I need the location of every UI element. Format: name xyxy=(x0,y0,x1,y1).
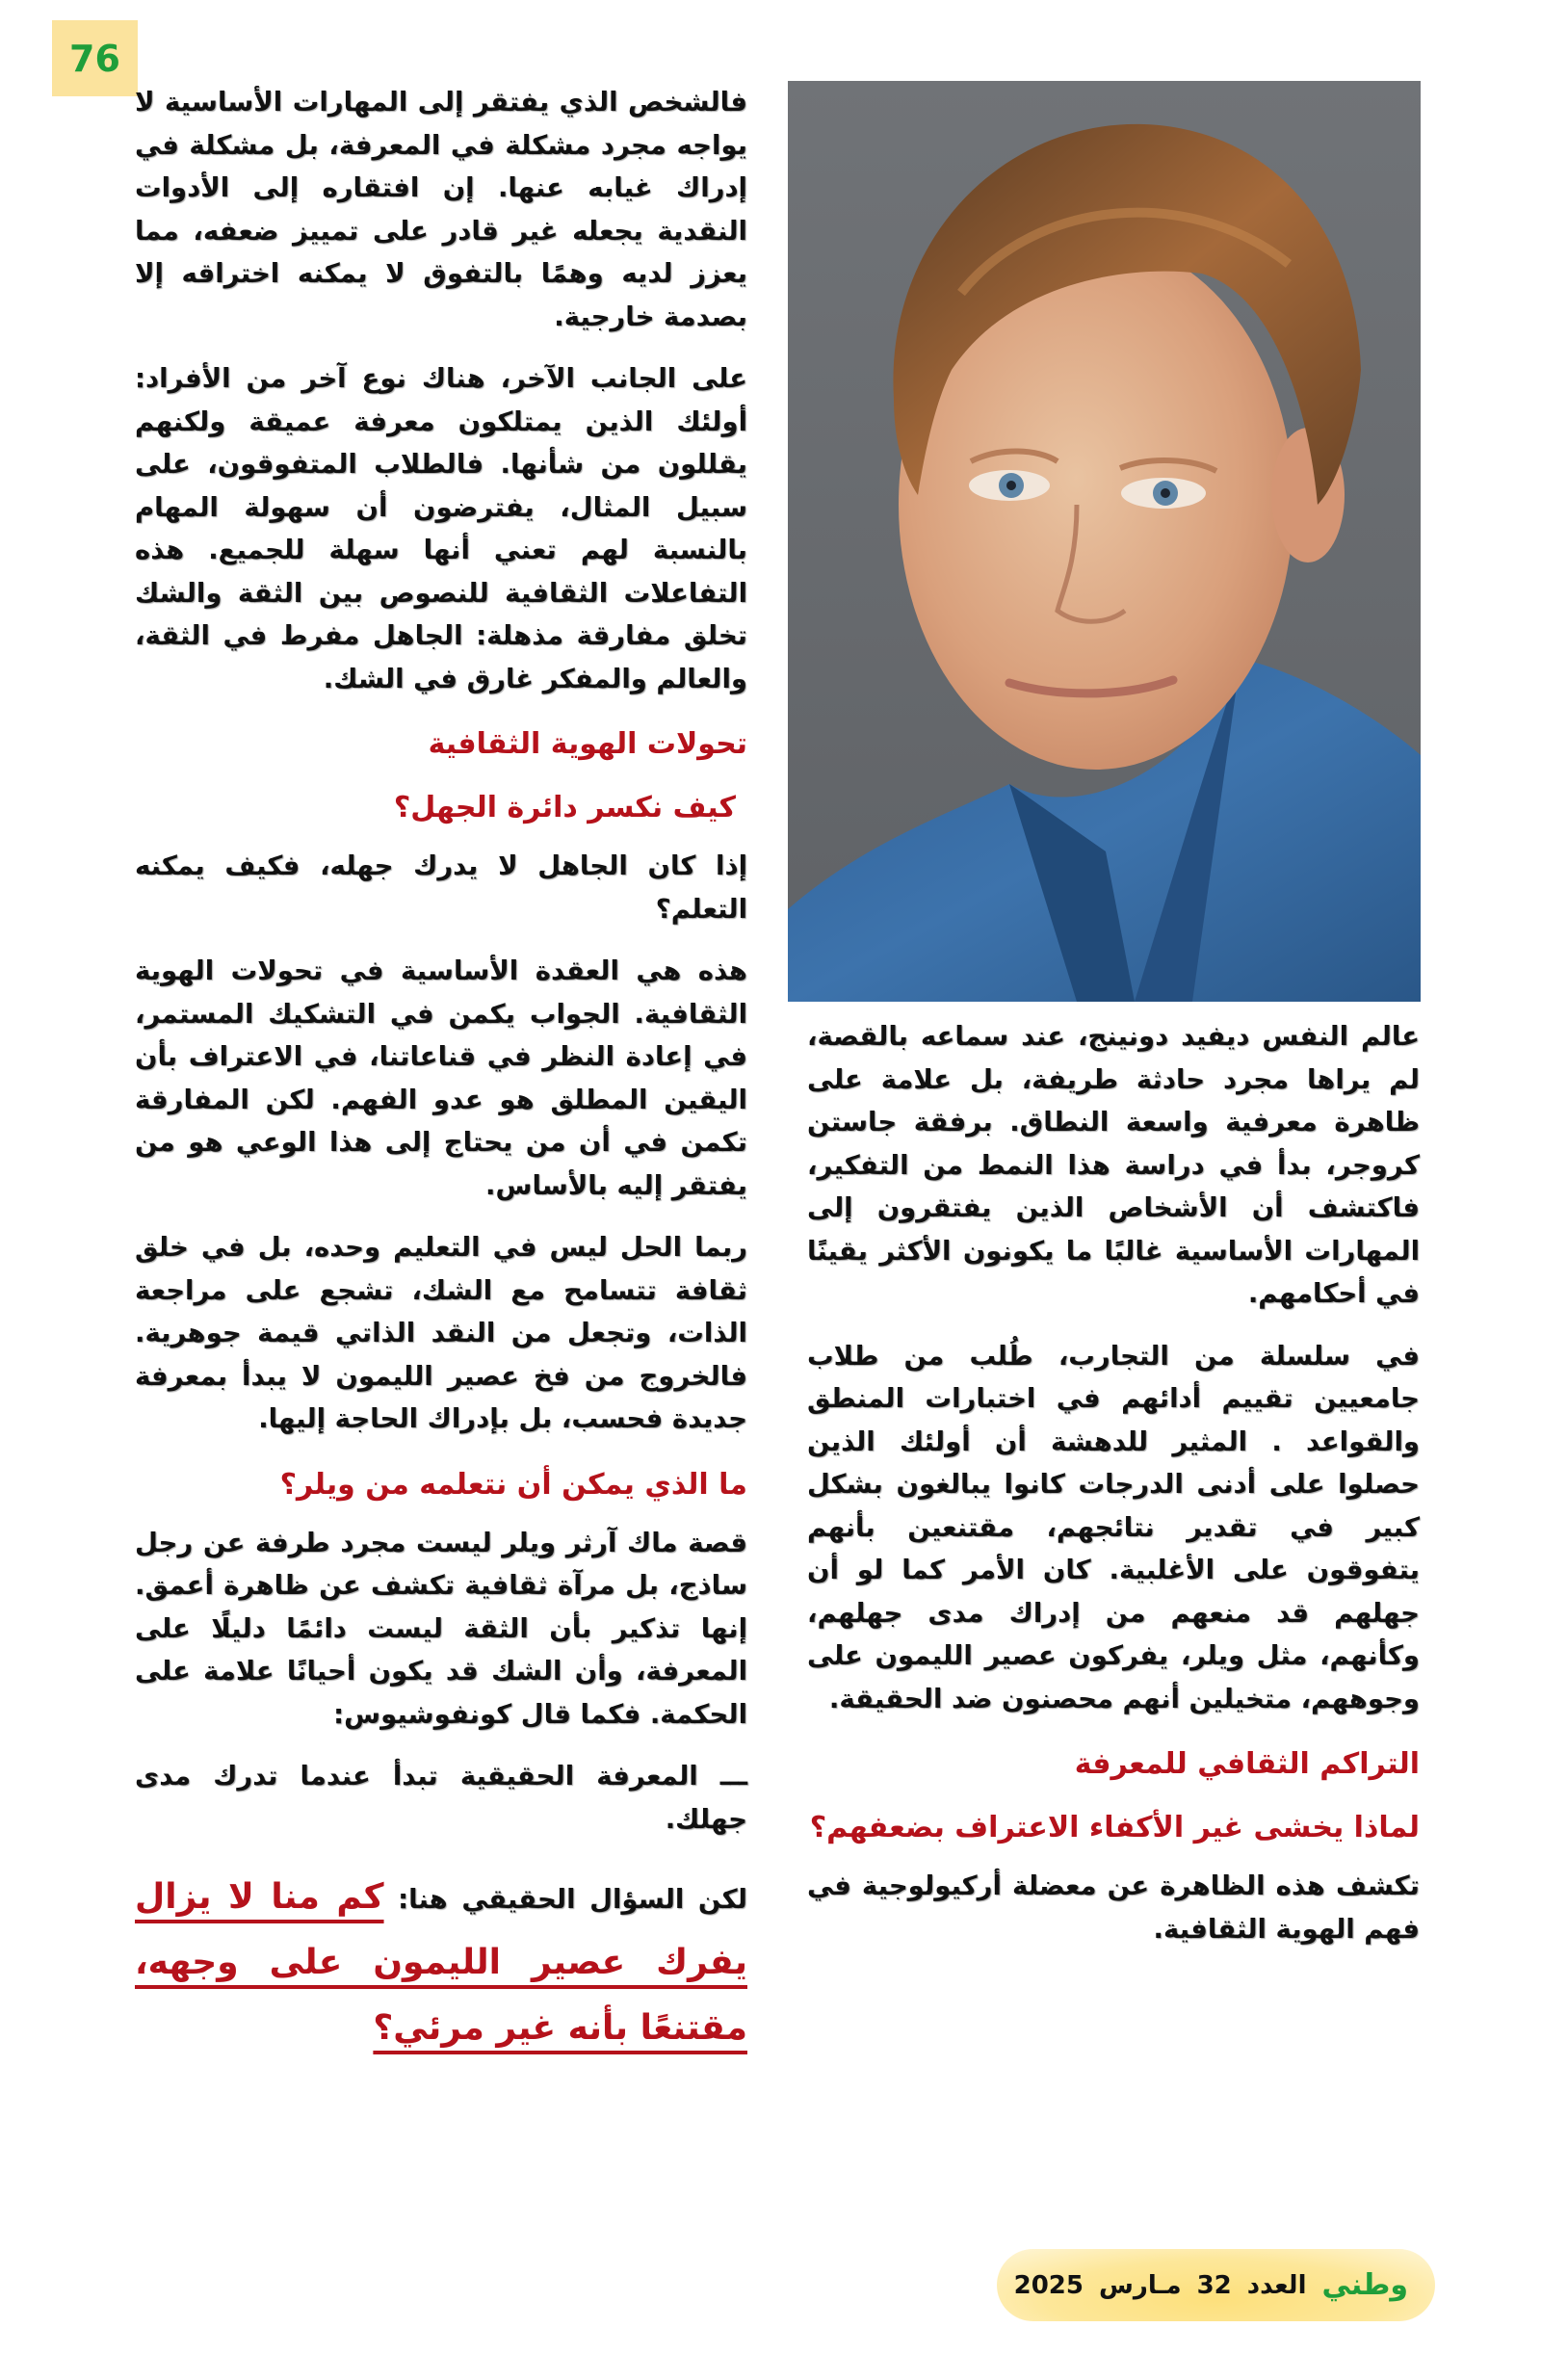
paragraph: إذا كان الجاهل لا يدرك جهله، فكيف يمكنه التعلم؟ xyxy=(135,850,747,925)
paragraph: فالشخص الذي يفتقر إلى المهارات الأساسية لا يواجه مجرد مشكلة في المعرفة، بل مشكلة في إدراك غيابه عنها. إن افتقاره إلى الأدوات النقدية يجعله غير قادر على تمييز ضعفه، مما يعزز لديه وهمًا بالتفوق لا يمكنه اختراقه إلا بصدمة خارجية. xyxy=(135,87,747,332)
paragraph: ربما الحل ليس في التعليم وحده، بل في خلق ثقافة تتسامح مع الشك، تشجع على مراجعة الذات، وتجعل من النقد الذاتي قيمة جوهرية. فالخروج من فخ عصير الليمون لا يبدأ بمعرفة جديدة فحسب، بل بإدراك الحاجة إليها. xyxy=(135,1232,747,1434)
paragraph: تكشف هذه الظاهرة عن معضلة أركيولوجية في فهم الهوية الثقافية. xyxy=(807,1870,1420,1945)
page-number: 76 xyxy=(69,37,120,80)
issue-year: 2025 xyxy=(1013,2270,1084,2300)
section-subheading: لماذا يخشى غير الأكفاء الاعتراف بضعفهم؟ xyxy=(809,1811,1420,1844)
section-subheading: كيف نكسر دائرة الجهل؟ xyxy=(393,791,736,824)
paragraph: على الجانب الآخر، هناك نوع آخر من الأفراد: أولئك الذين يمتلكون معرفة عميقة ولكنهم يقللون من شأنها. فالطلاب المتفوقون، على سبيل المثال، يفترضون أن سهولة المهام بالنسبة لهم تعني أنها سهلة للجميع. هذه التفاعلات الثقافية للنصوص بين الثقة والشك تخلق مفارقة مذهلة: الجاهل مفرط في الثقة، والعالم والمفكر غارق في الشك. xyxy=(135,363,747,694)
closing-question-highlight: كم منا لا يزال يفرك عصير الليمون على وجهه، مقتنعًا بأنه غير مرئي؟ xyxy=(135,1877,747,2048)
issue-month: مـارس xyxy=(1098,2270,1182,2300)
closing-question-lead: لكن السؤال الحقيقي هنا: xyxy=(383,1884,747,1915)
paragraph: في سلسلة من التجارب، طُلب من طلاب جامعيين تقييم أدائهم في اختبارات المنطق والقواعد . المثير للدهشة أن أولئك الذين حصلوا على أدنى الدرجات كانوا يبالغون بشكل كبير في تقدير نتائجهم، مقتنعين بأنهم يتفوقون على الأغلبية. كان الأمر كما لو أن جهلهم قد منعهم من إدراك مدى جهلهم، وكأنهم، مثل ويلر، يفركون عصير الليمون على وجوههم، متخيلين أنهم محصنون ضد الحقيقة. xyxy=(807,1340,1420,1714)
portrait-illustration xyxy=(788,81,1421,1002)
portrait-photo xyxy=(788,81,1421,1002)
magazine-footer xyxy=(997,2249,1435,2321)
magazine-brand: وطني xyxy=(1321,2268,1408,2302)
issue-number: 32 xyxy=(1196,2270,1232,2300)
paragraph: قصة ماك آرثر ويلر ليست مجرد طرفة عن رجل ساذج، بل مرآة ثقافية تكشف عن ظاهرة أعمق. إنها تذكير بأن الثقة ليست دائمًا دليلًا على المعرفة، وأن الشك قد يكون أحيانًا علامة على الحكمة. فكما قال كونفوشيوس: xyxy=(135,1527,747,1730)
left-column xyxy=(135,81,747,2081)
issue-label: العدد xyxy=(1246,2270,1307,2300)
paragraph: عالم النفس ديفيد دونينج، عند سماعه بالقصة، لم يراها مجرد حادثة طريفة، بل علامة على ظاهرة معرفية واسعة النطاق. برفقة جاستن كروجر، بدأ في دراسة هذا النمط من التفكير، فاكتشف أن الأشخاص الذين يفتقرون إلى المهارات الأساسية غالبًا ما يكونون الأكثر يقينًا في أحكامهم. xyxy=(807,1021,1420,1309)
quote: ـــ المعرفة الحقيقية تبدأ عندما تدرك مدى جهلك. xyxy=(135,1761,747,1835)
section-subheading: ما الذي يمكن أن نتعلمه من ويلر؟ xyxy=(279,1467,747,1502)
section-heading: تحولات الهوية الثقافية xyxy=(428,727,747,761)
page-number-badge xyxy=(52,20,138,96)
closing-question xyxy=(135,1866,747,2062)
paragraph: هذه هي العقدة الأساسية في تحولات الهوية الثقافية. الجواب يكمن في التشكيك المستمر، في إعادة النظر في قناعاتنا، في الاعتراف بأن اليقين المطلق هو عدو الفهم. لكن المفارقة تكمن في أن من يحتاج إلى هذا الوعي هو من يفتقر إليه بالأساس. xyxy=(135,955,747,1201)
right-column xyxy=(807,1015,1420,1970)
section-heading: التراكم الثقافي للمعرفة xyxy=(1074,1747,1420,1781)
